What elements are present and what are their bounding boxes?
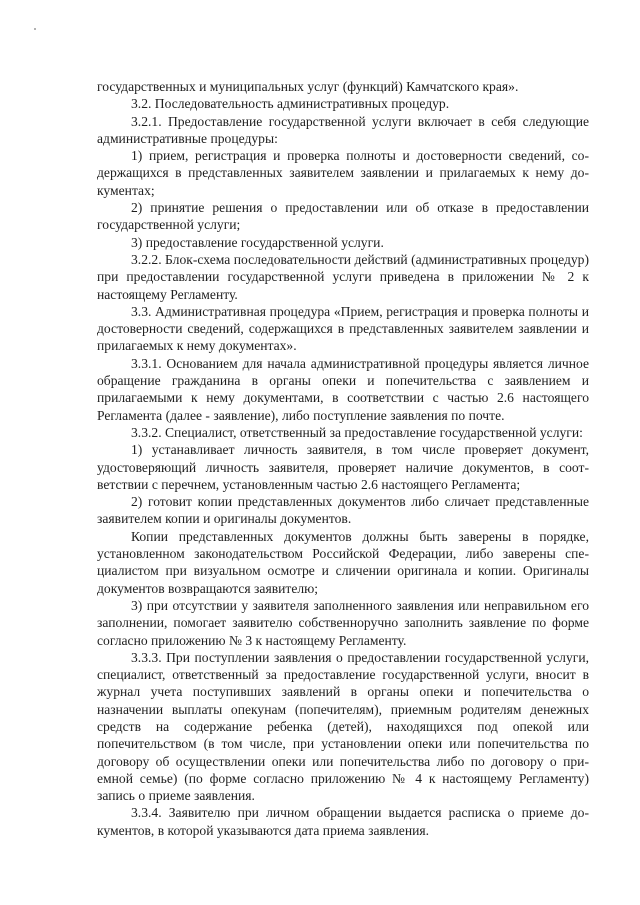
list-item-3-form-help: 3) при отсутствии у заявителя заполненного заявления или неправильном его заполнении, помогает заявителю собственноручно заполнить заявление по форме согласно приложению № 3 к настоящему Регламенту. <box>97 597 589 648</box>
paragraph-copies-certification: Копии представленных документов должны быть заверены в порядке, установленном законодательством Российской Федерации, либо заверены специалистом при визуальном осмотре и сличении оригинала и копии. Оригиналы документов возвращаются заявителю; <box>97 528 589 596</box>
paragraph-3-2-heading: 3.2. Последовательность административных процедур. <box>131 96 450 112</box>
paragraph-3-3-1: 3.3.1. Основанием для начала административной процедуры является личное обращение гражданина в органы опеки и попечительства с заявлением и прилагаемыми к нему документами, в соответствии с частью 2.6 настоящего Регламента (далее - заявление), либо поступление заявления по почте. <box>97 355 589 423</box>
paragraph-3-2-1: 3.2.1. Предоставление государственной услуги включает в себя следующие административные процедуры: <box>97 113 589 146</box>
paragraph-3-3-4: 3.3.4. Заявителю при личном обращении выдается расписка о приеме документов, в которой указываются дата приема заявления. <box>97 805 589 838</box>
paragraph-3-3-2: 3.3.2. Специалист, ответственный за предоставление государственной услуги: <box>131 424 583 440</box>
list-item-2-copies: 2) готовит копии представленных документов либо сличает представленные заявителем копии и оригиналы документов. <box>97 494 589 527</box>
document-body <box>97 78 589 839</box>
scan-speck <box>34 28 36 30</box>
list-item-3-provision: 3) предоставление государственной услуги. <box>131 234 384 250</box>
paragraph-3-3-3: 3.3.3. При поступлении заявления о предоставлении государственной услуги, специалист, ответственный за предоставление государственной услуги, вносит в журнал учета поступивших заявлений в органы опеки и попечительства о назначении выплаты опекунам (попечителям), приемным родителям денежных средств на содержание ребенка (детей), находящихся под опекой или попечительством (в том числе, при установлении опеки или попечительства по договору об осуществлении опеки или попечительства либо по договору о приемной семье) (по форме согласно приложению № 4 к настоящему Регламенту) запись о приеме заявления. <box>97 649 589 804</box>
list-item-1-reception: 1) прием, регистрация и проверка полноты и достоверности сведений, содержащихся в представленных заявителем заявлении и прилагаемых к нему документах; <box>97 148 589 198</box>
list-item-1-identity: 1) устанавливает личность заявителя, в том числе проверяет документ, удостоверяющий личность заявителя, проверяет наличие документов, в соответствии с перечнем, установленным частью 2.6 настоящего Регламента; <box>97 442 589 492</box>
paragraph-continuation: государственных и муниципальных услуг (функций) Камчатского края». <box>97 79 519 94</box>
paragraph-3-2-2: 3.2.2. Блок-схема последовательности действий (административных процедур) при предоставлении государственной услуги приведена в приложении № 2 к настоящему Регламенту. <box>97 251 589 302</box>
paragraph-3-3: 3.3. Административная процедура «Прием, регистрация и проверка полноты и достоверности сведений, содержащихся в представленных заявителем заявлении и прилагаемых к нему документах». <box>97 303 589 354</box>
list-item-2-decision: 2) принятие решения о предоставлении или об отказе в предоставлении государственной услуги; <box>97 200 589 233</box>
